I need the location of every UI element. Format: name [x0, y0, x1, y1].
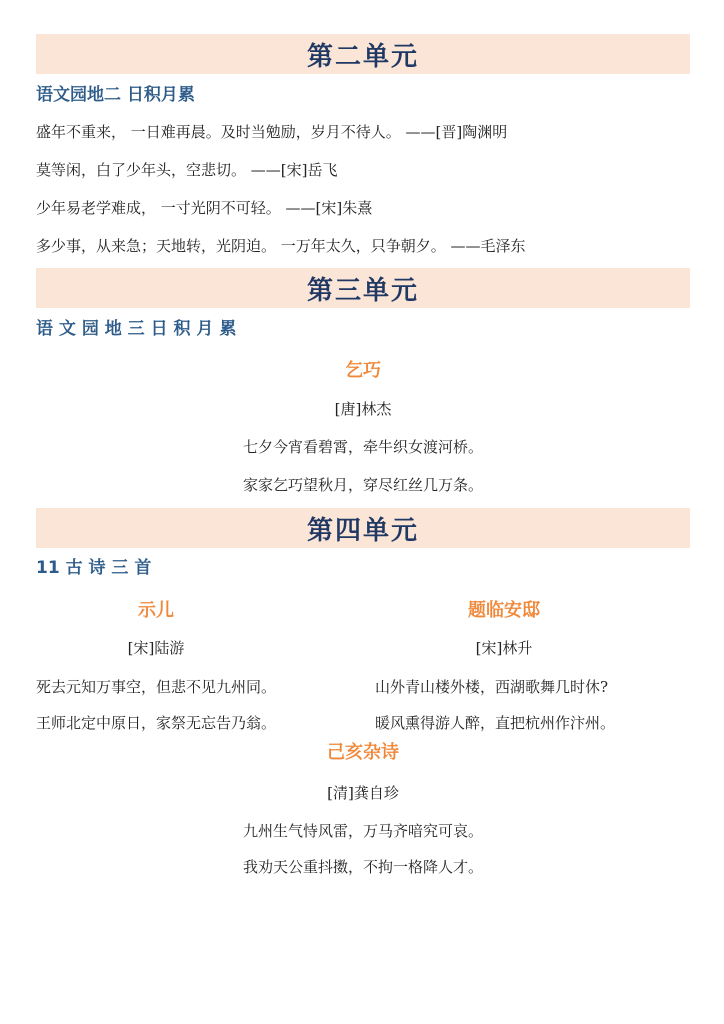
quote-line: 多少事，从来急；天地转，光阴迫。 一万年太久，只争朝夕。 ——毛泽东 [36, 237, 526, 255]
unit-3-header [36, 268, 690, 308]
poem-line: 王师北定中原日，家祭无忘告乃翁。 [36, 714, 277, 732]
quote-line: 少年易老学难成， 一寸光阴不可轻。 ——[宋]朱熹 [36, 199, 373, 217]
quote-line: 盛年不重来， 一日难再晨。及时当勉励，岁月不待人。 ——[晋]陶渊明 [36, 123, 508, 141]
unit-3-subtitle: 语 文 园 地 三 日 积 月 累 [36, 319, 237, 339]
poem-line: 九州生气恃风雷，万马齐喑究可哀。 [242, 822, 483, 840]
unit-4-header [36, 508, 690, 548]
unit-4-title: 第四单元 [306, 515, 419, 546]
unit-2-title: 第二单元 [306, 41, 419, 72]
poem-line: 山外青山楼外楼，西湖歌舞几时休? [375, 678, 609, 696]
poem-title: 己亥杂诗 [327, 742, 399, 763]
unit-3-title: 第三单元 [306, 275, 419, 306]
unit-2-subtitle: 语文园地二 日积月累 [36, 85, 195, 105]
poem-title: 乞巧 [345, 360, 381, 381]
poem-line: 七夕今宵看碧霄，牵牛织女渡河桥。 [242, 438, 483, 456]
unit-4-subtitle: 11 古 诗 三 首 [36, 558, 152, 578]
poem-line: 我劝天公重抖擞，不拘一格降人才。 [242, 858, 483, 876]
unit-2-header [36, 34, 690, 74]
poem-line: 暖风熏得游人醉，直把杭州作汴州。 [375, 714, 616, 732]
poem-author: [清]龚自珍 [327, 784, 399, 802]
poem-line: 死去元知万事空，但悲不见九州同。 [36, 678, 277, 696]
quote-line: 莫等闲，白了少年头，空悲切。 ——[宋]岳飞 [36, 161, 338, 179]
poem-title: 题临安邸 [468, 600, 540, 621]
poem-title: 示儿 [138, 600, 174, 621]
poem-author: [宋]陆游 [127, 639, 185, 657]
poem-line: 家家乞巧望秋月，穿尽红丝几万条。 [242, 476, 483, 494]
poem-author: [宋]林升 [475, 639, 533, 657]
poem-author: [唐]林杰 [334, 400, 392, 418]
